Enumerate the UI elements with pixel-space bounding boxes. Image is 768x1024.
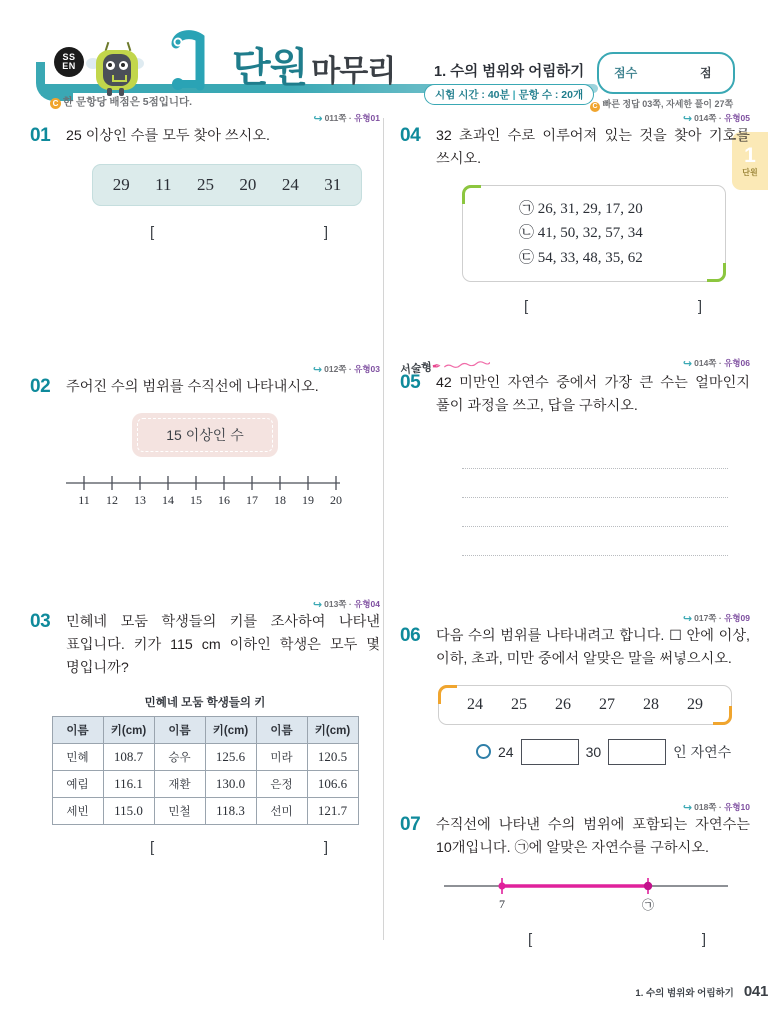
answer-reference-text: 빠른 정답 03쪽, 자세한 풀이 27쪽 xyxy=(602,99,734,109)
q6-number: 25 xyxy=(511,695,527,713)
question-01-number-box xyxy=(92,164,362,206)
table-cell: 108.7 xyxy=(103,744,154,771)
answer-line[interactable] xyxy=(462,498,728,527)
question-05 xyxy=(400,357,750,556)
answer-reference-note xyxy=(590,97,733,112)
question-06-ref-type: 유형09 xyxy=(724,612,750,623)
unit-title: 1. 수의 범위와 어림하기 xyxy=(434,64,585,80)
table-cell: 116.1 xyxy=(103,771,154,798)
brand-badge-line2: EN xyxy=(62,61,76,71)
question-06-blank-1[interactable] xyxy=(521,739,579,765)
question-07-text: 수직선에 나타낸 수의 범위에 포함되는 자연수는 10개입니다. ㉠에 알맞은 자연수를 구하시오. xyxy=(436,816,750,856)
question-03-ref-page: 013쪽 xyxy=(324,599,347,609)
question-02-range-card xyxy=(132,413,278,457)
column-divider xyxy=(383,118,384,940)
footer-page-number: 041 xyxy=(743,983,768,1000)
question-03-table xyxy=(52,716,359,825)
q2-tick-label: 20 xyxy=(330,493,342,507)
question-06-text: 다음 수의 범위를 나타내려고 합니다. ☐ 안에 이상, 이하, 초과, 미만 중에서 알맞은 말을 써넣으시오. xyxy=(436,627,750,667)
question-03-number: 03 xyxy=(30,611,51,632)
question-05-text: 42 미만인 자연수 중에서 가장 큰 수는 얼마인지 풀이 과정을 쓰고, 답을 구하시오. xyxy=(436,374,750,414)
q6-number: 29 xyxy=(687,695,703,713)
table-row xyxy=(52,771,358,798)
question-07-number: 07 xyxy=(400,813,421,835)
bracket-close: ] xyxy=(697,297,702,315)
exam-time-label: 시험 시간 : 40분 xyxy=(435,89,510,101)
brand-badge xyxy=(54,47,84,77)
table-cell: 130.0 xyxy=(205,771,256,798)
answer-line[interactable] xyxy=(462,440,728,469)
question-02-number: 02 xyxy=(30,376,51,397)
bracket-close: ] xyxy=(701,930,706,948)
page-title-main: 단원 xyxy=(232,46,308,90)
question-05-reference: ↪ 014쪽 · 유형06 xyxy=(682,357,750,370)
question-03-reference: ↪ 013쪽 · 유형04 xyxy=(312,599,380,611)
question-04-number: 04 xyxy=(400,125,421,146)
table-header-cell: 키(cm) xyxy=(205,717,256,744)
scoring-note xyxy=(50,94,192,109)
question-06-ref-page: 017쪽 xyxy=(694,612,717,623)
footer-unit-title: 1. 수의 범위와 어림하기 xyxy=(635,988,734,999)
question-06-blank-2[interactable] xyxy=(608,739,666,765)
question-06-answer-row xyxy=(476,739,750,765)
bullet-icon xyxy=(476,744,491,759)
question-02-range-label: 15 이상인 수 xyxy=(166,427,244,443)
bracket-close: ] xyxy=(323,224,328,241)
question-07-ref-page: 018쪽 xyxy=(694,801,717,812)
question-01-text: 25 이상인 수를 모두 찾아 쓰시오. xyxy=(66,128,270,144)
table-cell: 민혜 xyxy=(52,744,103,771)
table-header-cell: 이름 xyxy=(154,717,205,744)
table-header-row xyxy=(52,717,358,744)
table-cell: 선미 xyxy=(256,798,307,825)
question-03 xyxy=(30,598,380,856)
question-02-ref-page: 012쪽 xyxy=(324,364,347,374)
question-07-ref-type: 유형10 xyxy=(724,801,750,812)
exam-info-pill: 시험 시간 : 40분 | 문항 수 : 20개 xyxy=(424,84,594,105)
option-values: 54, 33, 48, 35, 62 xyxy=(537,249,643,266)
question-02-text: 주어진 수의 범위를 수직선에 나타내시오. xyxy=(66,379,319,395)
option-marker: ㉢ xyxy=(519,249,535,266)
bracket-close: ] xyxy=(323,839,328,856)
score-unit-label: 점 xyxy=(700,66,712,80)
table-cell: 은정 xyxy=(256,771,307,798)
question-01 xyxy=(30,112,380,241)
question-07 xyxy=(400,801,750,948)
answer-line[interactable] xyxy=(462,469,728,498)
reference-arrow-icon: ↪ xyxy=(682,357,693,370)
question-06-answer-middle: 30 xyxy=(585,743,602,760)
table-row xyxy=(52,744,358,771)
q6-number: 24 xyxy=(467,695,483,713)
option-row xyxy=(519,197,725,221)
q1-number: 20 xyxy=(239,175,257,194)
table-cell: 세빈 xyxy=(52,798,103,825)
question-03-answer-bracket[interactable] xyxy=(150,839,328,856)
table-cell: 125.6 xyxy=(205,744,256,771)
bracket-open: [ xyxy=(524,297,529,315)
info-icon: C xyxy=(50,98,61,109)
table-row xyxy=(52,798,358,825)
question-02-number-line[interactable] xyxy=(30,471,380,516)
question-06-answer-prefix: 24 xyxy=(498,743,514,760)
page-title xyxy=(232,36,395,93)
q2-tick-label: 15 xyxy=(190,493,202,507)
question-02 xyxy=(30,363,380,516)
question-03-table-caption: 민혜네 모둠 학생들의 키 xyxy=(144,697,266,709)
answer-line[interactable] xyxy=(462,527,728,556)
reference-arrow-icon: ↪ xyxy=(682,612,693,625)
unit-numeral-icon xyxy=(158,28,238,94)
q6-number: 26 xyxy=(555,695,571,713)
question-02-reference: ↪ 012쪽 · 유형03 xyxy=(312,364,380,376)
q1-number: 25 xyxy=(196,175,214,194)
question-05-answer-lines[interactable] xyxy=(462,440,728,556)
left-column xyxy=(30,112,380,856)
question-count-label: 문항 수 : 20개 xyxy=(518,89,584,101)
reference-arrow-icon: ↪ xyxy=(312,364,323,376)
essay-badge-text: 서술형 xyxy=(399,361,433,377)
q1-number: 31 xyxy=(324,175,342,194)
bracket-open: [ xyxy=(150,839,155,856)
q6-number: 28 xyxy=(643,695,659,713)
reference-arrow-icon: ↪ xyxy=(682,113,693,125)
pencil-icon: ✒ xyxy=(431,360,442,374)
brand-badge-line1: SS xyxy=(62,52,76,63)
bracket-open: [ xyxy=(528,930,533,948)
question-01-reference: ↪ 011쪽 · 유형01 xyxy=(313,113,380,125)
question-01-number: 01 xyxy=(30,125,51,146)
question-06-number-box xyxy=(438,685,732,725)
q2-tick-label: 13 xyxy=(134,493,146,507)
question-01-answer-bracket[interactable] xyxy=(150,224,328,241)
question-05-ref-page: 014쪽 xyxy=(694,357,717,368)
question-06-number: 06 xyxy=(400,624,421,646)
q2-tick-label: 16 xyxy=(218,493,230,507)
question-03-ref-type: 유형04 xyxy=(354,599,380,609)
q2-tick-label: 12 xyxy=(106,493,118,507)
badge-underline-icon xyxy=(444,359,490,369)
table-cell: 106.6 xyxy=(307,771,358,798)
question-06-reference: ↪ 017쪽 · 유형09 xyxy=(682,612,750,625)
option-row xyxy=(519,221,725,245)
question-04-ref-type: 유형05 xyxy=(724,113,750,123)
table-header-cell: 이름 xyxy=(52,717,103,744)
right-column xyxy=(400,112,750,948)
table-cell: 재환 xyxy=(154,771,205,798)
option-row xyxy=(519,246,725,270)
table-cell: 115.0 xyxy=(103,798,154,825)
question-02-ref-type: 유형03 xyxy=(354,364,380,374)
q2-tick-label: 11 xyxy=(78,493,90,507)
info-icon-2: C xyxy=(590,102,600,112)
q1-number: 29 xyxy=(112,175,130,194)
question-04-reference: ↪ 014쪽 · 유형05 xyxy=(682,113,750,125)
page-header xyxy=(0,0,768,112)
table-cell: 민철 xyxy=(154,798,205,825)
mascot-icon xyxy=(84,36,146,94)
question-04-options-box xyxy=(462,185,726,282)
table-cell: 미라 xyxy=(256,744,307,771)
question-07-answer-bracket[interactable] xyxy=(528,931,706,948)
question-04 xyxy=(400,112,750,315)
unit-side-tab-number: 1 xyxy=(744,143,756,167)
table-cell: 승우 xyxy=(154,744,205,771)
question-07-left-label: 7 xyxy=(499,896,505,911)
q2-tick-label: 17 xyxy=(246,493,258,507)
question-06 xyxy=(400,612,750,765)
question-07-number-line[interactable] xyxy=(400,872,750,923)
question-07-right-label: ㉠ xyxy=(641,897,655,912)
bracket-open: [ xyxy=(150,224,155,241)
question-05-number: 05 xyxy=(400,371,421,393)
table-header-cell: 키(cm) xyxy=(307,717,358,744)
q6-number: 27 xyxy=(599,695,615,713)
reference-arrow-icon: ↪ xyxy=(312,599,323,611)
page-title-sub: 마무리 xyxy=(311,55,396,88)
scoring-note-text: 한 문항당 배점은 5점입니다. xyxy=(63,96,193,108)
table-header-cell: 키(cm) xyxy=(103,717,154,744)
table-header-cell: 이름 xyxy=(256,717,307,744)
option-values: 41, 50, 32, 57, 34 xyxy=(537,225,643,242)
question-06-answer-suffix: 인 자연수 xyxy=(673,743,732,760)
q2-tick-label: 14 xyxy=(162,493,174,507)
table-cell: 121.7 xyxy=(307,798,358,825)
reference-arrow-icon: ↪ xyxy=(313,113,323,125)
q1-number: 11 xyxy=(155,175,172,194)
q2-tick-label: 19 xyxy=(302,493,314,507)
question-04-answer-bracket[interactable] xyxy=(524,298,702,315)
option-marker: ㉠ xyxy=(519,201,535,217)
option-marker: ㉡ xyxy=(519,225,535,242)
option-values: 26, 31, 29, 17, 20 xyxy=(537,201,643,217)
table-cell: 예림 xyxy=(52,771,103,798)
table-cell: 120.5 xyxy=(307,744,358,771)
question-04-ref-page: 014쪽 xyxy=(694,113,717,123)
reference-arrow-icon: ↪ xyxy=(682,801,693,814)
table-cell: 118.3 xyxy=(205,798,256,825)
question-04-text: 32 초과인 수로 이루어져 있는 것을 찾아 기호를 쓰시오. xyxy=(436,128,750,167)
question-05-ref-type: 유형06 xyxy=(724,357,750,368)
unit-side-tab-text: 단원 xyxy=(742,167,758,177)
question-03-text: 민혜네 모둠 학생들의 키를 조사하여 나타낸 표입니다. 키가 115 cm 이하인 학생은 모두 몇 명입니까? xyxy=(66,614,380,676)
page-footer xyxy=(0,983,768,1000)
score-label: 점수 xyxy=(614,66,638,80)
q1-number: 24 xyxy=(281,175,299,194)
question-07-reference: ↪ 018쪽 · 유형10 xyxy=(682,801,750,814)
question-01-ref-type: 유형01 xyxy=(354,113,380,123)
q2-tick-label: 18 xyxy=(274,493,286,507)
question-01-ref-page: 011쪽 xyxy=(324,113,347,123)
